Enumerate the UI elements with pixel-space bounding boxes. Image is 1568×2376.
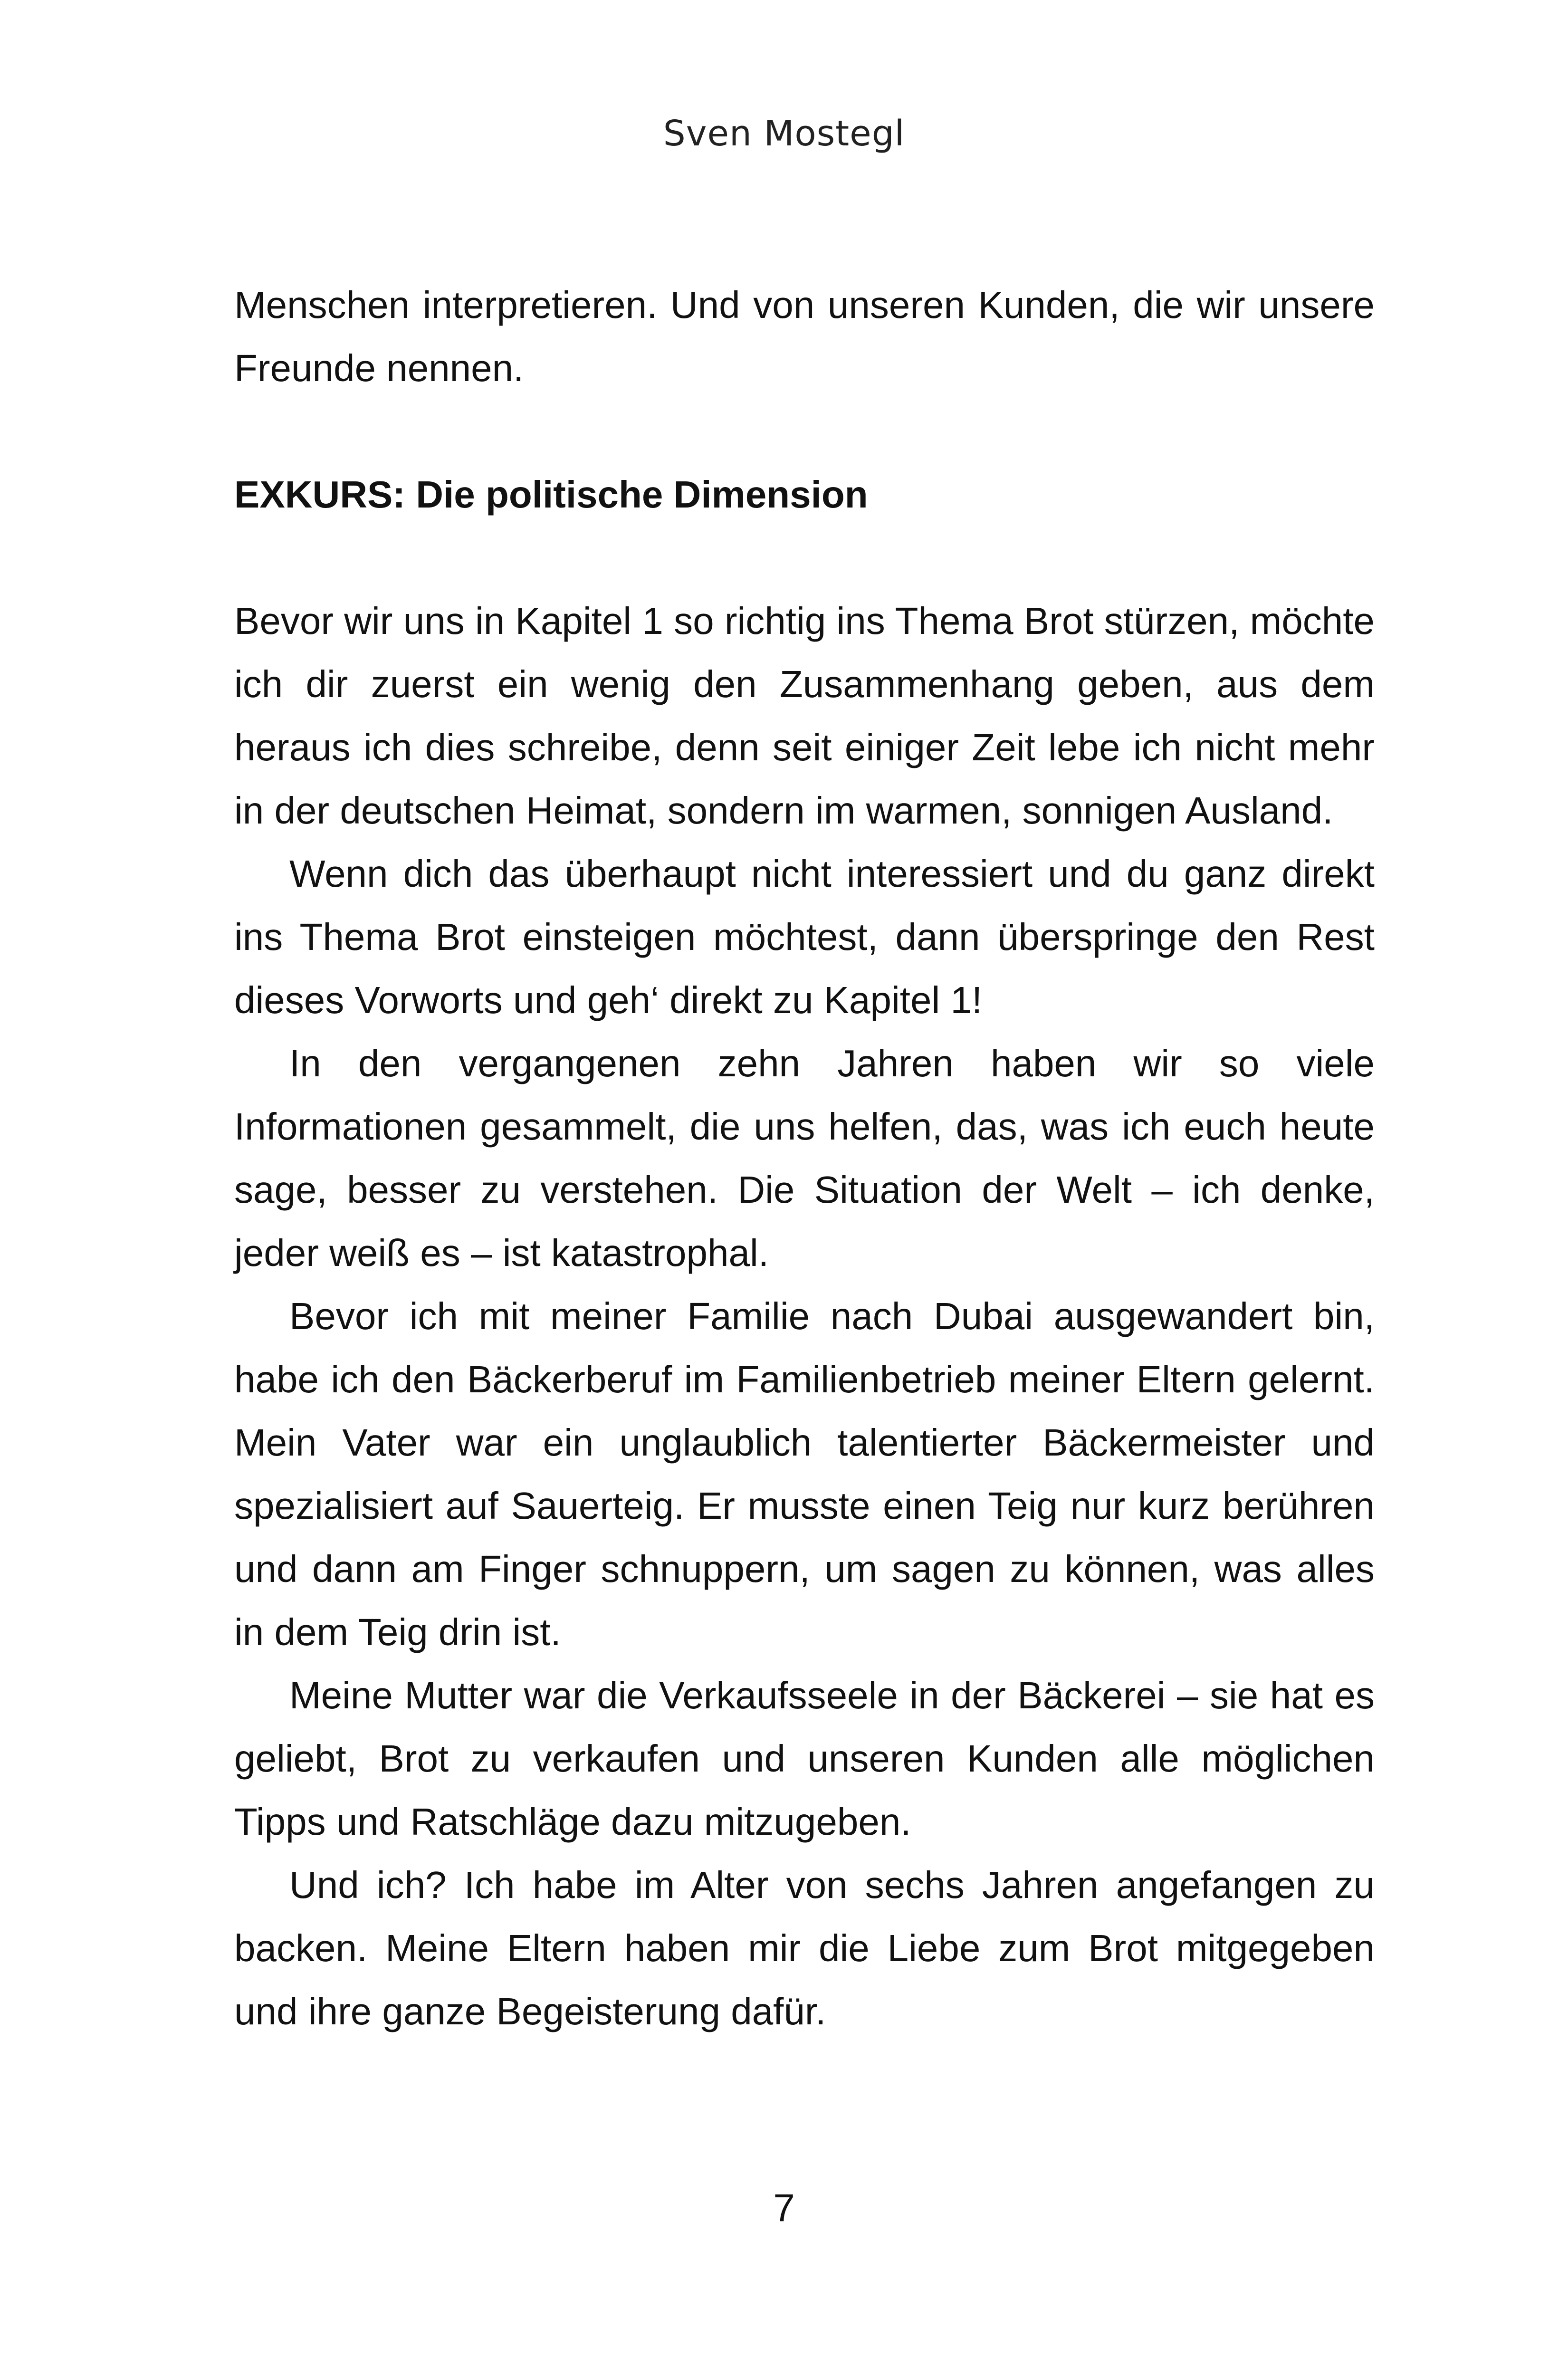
paragraph-4: Bevor ich mit meiner Familie nach Dubai ausgewandert bin, habe ich den Bäckerberuf im Familienbetrieb meiner Eltern gelernt. Mein Vater war ein unglaublich talentierter Bäckermeister und spezialisiert auf Sauerteig. Er musste einen Teig nur kurz berühren und dann am Finger schnuppern, um sagen zu können, was alles in dem Teig drin ist. bbox=[234, 1295, 1375, 1653]
opening-paragraph: Menschen interpretieren. Und von unseren Kunden, die wir unsere Freunde nennen. bbox=[234, 284, 1375, 389]
paragraph-5: Meine Mutter war die Verkaufsseele in der Bäckerei – sie hat es geliebt, Brot zu verkaufen und unseren Kunden alle möglichen Tipps und Ratschläge dazu mitzugeben. bbox=[234, 1674, 1375, 1843]
section-heading: EXKURS: Die politische Dimension bbox=[234, 473, 868, 516]
page-body bbox=[234, 273, 1375, 2043]
paragraph-2: Wenn dich das überhaupt nicht interessiert und du ganz direkt ins Thema Brot einsteigen möchtest, dann überspringe den Rest dieses Vorworts und geh‘ direkt zu Kapitel 1! bbox=[234, 853, 1375, 1021]
paragraph-1: Bevor wir uns in Kapitel 1 so richtig ins Thema Brot stürzen, möchte ich dir zuerst ein wenig den Zusammenhang geben, aus dem heraus ich dies schreibe, denn seit einiger Zeit lebe ich nicht mehr in der deutschen Heimat, sondern im warmen, sonnigen Ausland. bbox=[234, 600, 1375, 832]
page-number: 7 bbox=[773, 2186, 795, 2230]
paragraph-3: In den vergangenen zehn Jahren haben wir so viele Informationen gesammelt, die uns helfen, das, was ich euch heute sage, besser zu verstehen. Die Situation der Welt – ich denke, jeder weiß es – ist katastrophal. bbox=[234, 1042, 1375, 1274]
running-header: Sven Mostegl bbox=[663, 113, 905, 154]
paragraph-6: Und ich? Ich habe im Alter von sechs Jahren angefangen zu backen. Meine Eltern haben mir die Liebe zum Brot mitgegeben und ihre ganze Begeisterung dafür. bbox=[234, 1864, 1375, 2032]
